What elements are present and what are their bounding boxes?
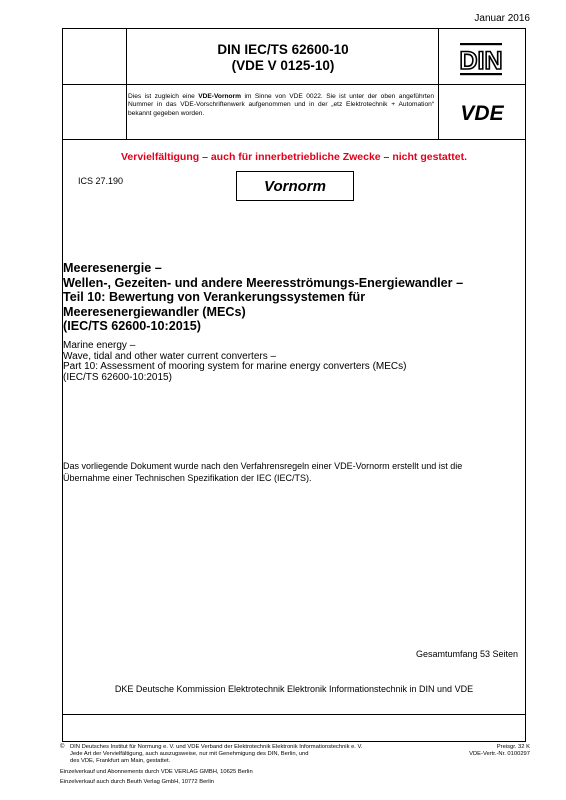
din-logo-text: DIN (459, 47, 503, 75)
german-title-line: Meeresenergie – (63, 261, 162, 275)
copyright-line: DIN Deutsches Institut für Normung e. V. und VDE Verband der Elektrotechnik Elektronik Informationstechnik e. V. (70, 744, 363, 750)
english-title (63, 341, 513, 383)
total-pages: Gesamtumfang 53 Seiten (415, 649, 518, 659)
vde-number: (VDE V 0125-10) (231, 58, 335, 73)
english-title-line: Wave, tidal and other water current converters – (63, 350, 277, 362)
copyright-symbol: © (60, 744, 65, 750)
english-title-line: Part 10: Assessment of mooring system for marine energy converters (MECs) (63, 361, 407, 372)
document-frame (62, 28, 526, 742)
vde-logo-text: VDE (460, 102, 504, 124)
copyright-notice (70, 744, 430, 765)
status-box (236, 171, 354, 201)
header-bottom-divider (62, 139, 526, 140)
dke-line: DKE Deutsche Kommission Elektrotechnik Elektronik Informationstechnik in DIN und VDE (114, 684, 474, 694)
vde-note: Dies ist zugleich eine VDE-Vornorm im Sinne von VDE 0022. Sie ist unter der oben angeführten Nummer in das VDE-Vorschriftenwerk aufgenommen und in der „etz Elektrotechnik + Automation“ bekannt gegeben worden. (128, 93, 434, 117)
status-label: Vornorm (264, 177, 326, 195)
body-line: Das vorliegende Dokument wurde nach den Verfahrensregeln einer VDE-Vornorm erstellt und ist die (63, 461, 463, 471)
german-title-line: Meeresenergiewandler (MECs) (63, 304, 246, 319)
header-divider (62, 84, 526, 85)
sales-line-beuth: Einzelverkauf auch durch Beuth Verlag GmbH, 10772 Berlin (60, 779, 215, 785)
header-left-divider (126, 28, 127, 139)
german-title-line: (IEC/TS 62600-10:2015) (63, 319, 201, 333)
price-info (410, 744, 530, 758)
sales-line-vde: Einzelverkauf und Abonnements durch VDE VERLAG GMBH, 10625 Berlin (60, 769, 253, 775)
body-line: Übernahme einer Technischen Spezifikation der IEC (IEC/TS). (63, 472, 312, 483)
copyright-line: Jede Art der Vervielfältigung, auch auszugsweise, nur mit Genehmigung des DIN, Berlin, und (70, 751, 309, 757)
reproduction-warning: Vervielfältigung – auch für innerbetriebliche Zwecke – nicht gestattet. (120, 151, 467, 163)
header-right-divider (438, 28, 439, 139)
vde-contract-number: VDE-Vertr.-Nr. 0100297 (469, 751, 530, 757)
copyright-line: des VDE, Frankfurt am Main, gestattet. (70, 758, 171, 764)
english-title-line: (IEC/TS 62600-10:2015) (63, 371, 172, 383)
german-title-line: Teil 10: Bewertung von Verankerungssystemen für (63, 290, 366, 304)
document-number: DIN IEC/TS 62600-10 (217, 42, 349, 57)
body-paragraph (63, 461, 513, 484)
ics-code: ICS 27.190 (78, 176, 124, 186)
english-title-line: Marine energy – (63, 340, 136, 351)
din-logo (456, 40, 506, 78)
vde-vornorm-emphasis: VDE-Vornorm (198, 93, 241, 100)
vde-logo (448, 100, 516, 124)
german-title-line: Wellen-, Gezeiten- und andere Meeresströmungs-Energiewandler – (63, 275, 464, 290)
german-title (63, 261, 513, 334)
publication-date: Januar 2016 (474, 13, 530, 24)
price-group: Preisgr. 32 K (496, 744, 530, 750)
footer-divider (62, 714, 526, 715)
